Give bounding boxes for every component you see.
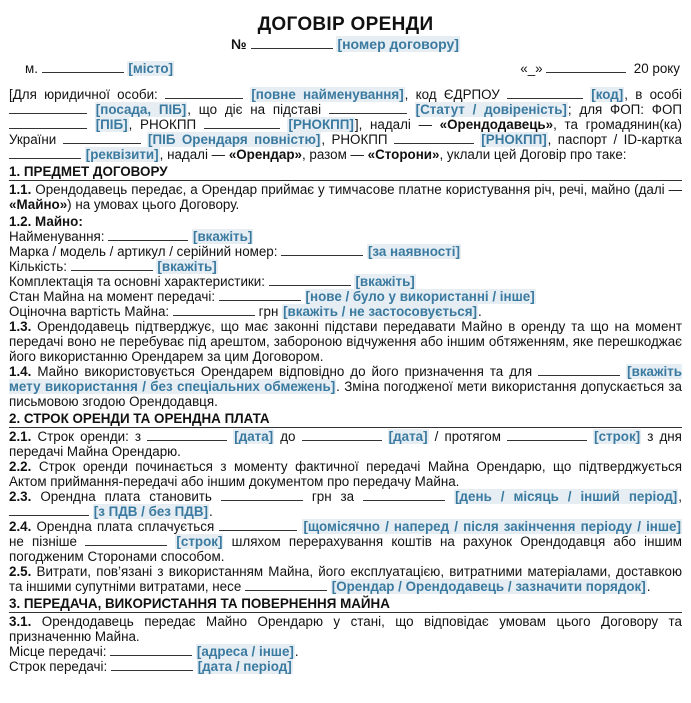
fop-name-field[interactable]: [ПІБ] xyxy=(95,117,128,132)
contract-number: № [номер договору] xyxy=(231,36,459,52)
field-kit: Комплектація та основні характеристики: [вкажіть] xyxy=(9,274,415,289)
parties-paragraph: [Для юридичної особи: [повне найменування], код ЄДРПОУ [код], в особі [посада, ПІБ], що діє на підставі [Статут / довіреність]; для ФОП: ФОП [ПІБ], РНОКПП [РНОКПП]], надалі — «Орендодавець», та громадянин(ка) України [ПІБ Орендаря повністю], РНОКПП [РНОКПП], паспорт / ID-картка [реквізити], надалі — «Орендар», разом — «Сторони», уклали цей Договір про таке: xyxy=(9,87,682,162)
tenant-name-field[interactable]: [ПІБ Орендаря повністю] xyxy=(148,132,321,147)
field-handover-time: Строк передачі: [дата / період] xyxy=(9,659,292,674)
place: м. [місто] xyxy=(25,61,173,76)
document-title: ДОГОВІР ОРЕНДИ xyxy=(257,14,434,35)
clause-2-2: 2.2. Строк оренди починається з моменту фактичної передачі Майна Орендарю, що підтверджується Актом приймання-передачі або іншим документом про передачу Майна. xyxy=(9,459,682,489)
field-value: Оціночна вартість Майна: грн [вкажіть / не застосовується]. xyxy=(9,304,482,319)
section-1-heading: 1. ПРЕДМЕТ ДОГОВОРУ xyxy=(9,164,682,181)
section-2-heading: 2. СТРОК ОРЕНДИ ТА ОРЕНДНА ПЛАТА xyxy=(9,411,682,428)
tenant-rnokpp-field[interactable]: [РНОКПП] xyxy=(481,132,547,147)
field-state: Стан Майна на момент передачі: [нове / було у використанні / інше] xyxy=(9,289,535,304)
field-handover-place: Місце передачі: [адреса / інше]. xyxy=(9,644,299,659)
rnokpp-field[interactable]: [РНОКПП] xyxy=(288,117,354,132)
clause-2-1: 2.1. Строк оренди: з [дата] до [дата] / протягом [строк] з дня передачі Майна Орендарю. xyxy=(9,429,682,459)
field-brand: Марка / модель / артикул / серійний номер: [за наявності] xyxy=(9,244,460,259)
field-name: Найменування: [вкажіть] xyxy=(9,229,253,244)
field-qty: Кількість: [вкажіть] xyxy=(9,259,217,274)
clause-2-3: 2.3. Орендна плата становить грн за [день / місяць / інший період], [з ПДВ / без ПДВ]. xyxy=(9,489,682,519)
passport-field[interactable]: [реквізити] xyxy=(85,147,159,162)
code-field[interactable]: [код] xyxy=(591,87,624,102)
clause-1-2-heading: 1.2. Майно: xyxy=(9,214,83,229)
clause-1-3: 1.3. Орендодавець підтверджує, що має законні підстави передавати Майно в оренду та що на момент передачі воно не перебуває під арештом, забороною відчуження або іншим обтяженням, яке перешкоджає його використанню Орендарем за цим Договором. xyxy=(9,319,682,364)
place-date-row xyxy=(9,61,682,77)
clause-2-4: 2.4. Орендна плата сплачується [щомісячно / наперед / після закінчення періоду / інше] не пізніше [строк] шляхом перерахування коштів на рахунок Орендодавця або іншим погодженим Сторонами способом. xyxy=(9,519,682,564)
blank-line[interactable] xyxy=(42,61,124,73)
basis-field[interactable]: [Статут / довіреність] xyxy=(415,102,567,117)
clause-1-1: 1.1. Орендодавець передає, а Орендар приймає у тимчасове платне користування річ, речі, майно (далі — «Майно») на умовах цього Договору. xyxy=(9,182,682,212)
position-field[interactable]: [посада, ПІБ] xyxy=(95,102,187,117)
blank-line[interactable] xyxy=(251,37,333,49)
blank-line[interactable] xyxy=(546,61,626,73)
city-field[interactable]: [місто] xyxy=(128,61,173,76)
clause-1-4: 1.4. Майно використовується Орендарем відповідно до його призначення та для [вкажіть мету використання / без спеціальних обмежень]. Зміна погодженої мети використання допускається за письмовою згодою Орендодавця. xyxy=(9,364,682,409)
contract-number-field[interactable]: [номер договору] xyxy=(337,36,459,52)
section-3-heading: 3. ПЕРЕДАЧА, ВИКОРИСТАННЯ ТА ПОВЕРНЕННЯ МАЙНА xyxy=(9,596,682,613)
clause-3-1: 3.1. Орендодавець передає Майно Орендарю у стані, що відповідає умовам цього Договору та призначенню Майна. xyxy=(9,614,682,644)
clause-2-5: 2.5. Витрати, пов’язані з використанням Майна, його експлуатацією, витратними матеріалами, доставкою та іншими супутніми витратами, несе [Орендар / Орендодавець / зазначити порядок]. xyxy=(9,564,682,594)
org-name-field[interactable]: [повне найменування] xyxy=(251,87,404,102)
date: «_» 20 року xyxy=(520,61,680,76)
